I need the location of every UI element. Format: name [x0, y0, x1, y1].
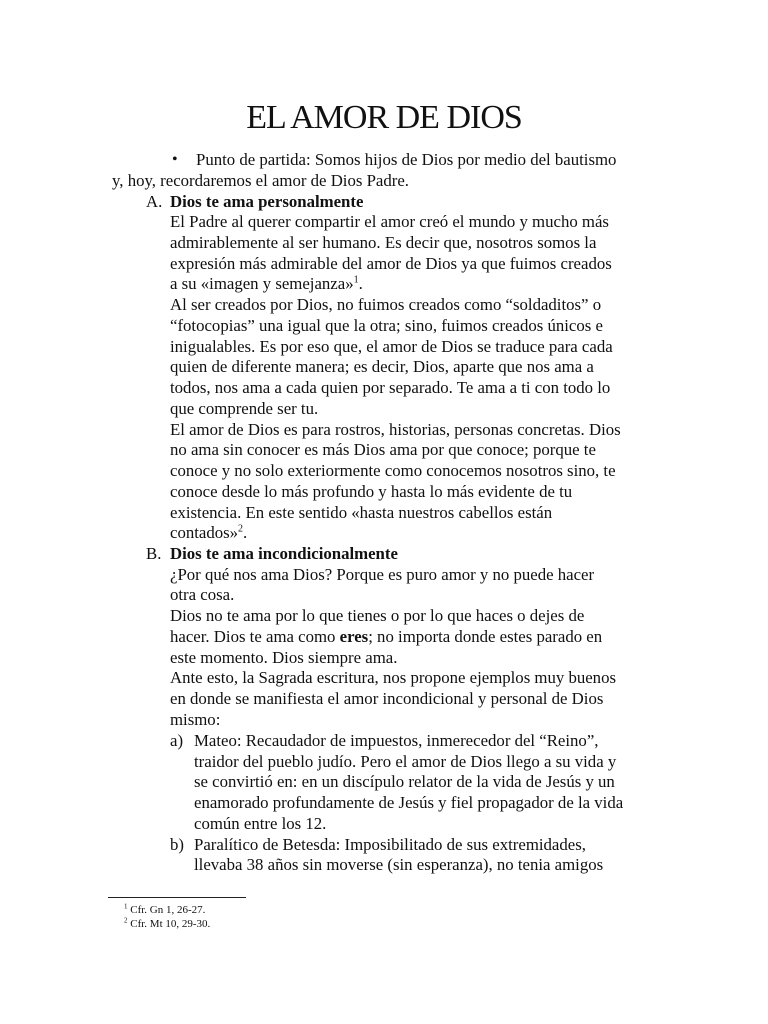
section-a-heading: Dios te ama personalmente: [170, 192, 364, 211]
paragraph-line: a su «imagen y semejanza»$^1$.: [170, 274, 363, 293]
paragraph-line: conoce y no solo exteriormente como conocemos nosotros sino, te: [170, 461, 616, 480]
list-item-line: se convirtió en: en un discípulo relator de la vida de Jesús y un: [194, 772, 615, 791]
intro-line: y, hoy, recordaremos el amor de Dios Padre.: [112, 171, 409, 190]
section-a-marker: A.: [146, 192, 163, 211]
bullet-marker: •: [172, 151, 178, 168]
paragraph-line: admirablemente al ser humano. Es decir que, nosotros somos la: [170, 233, 597, 252]
paragraph-line: Al ser creados por Dios, no fuimos creados como “soldaditos” o: [170, 295, 602, 314]
list-item-line: común entre los 12.: [194, 814, 327, 833]
list-item-line: Paralítico de Betesda: Imposibilitado de sus extremidades,: [194, 835, 586, 854]
footnote-ref-1: 1: [353, 274, 359, 286]
list-item-line: traidor del pueblo judío. Pero el amor de Dios llego a su vida y: [194, 752, 617, 771]
paragraph-line: hacer. Dios te ama como eres; no importa donde estes parado en: [170, 627, 603, 646]
paragraph-line: contados»$^2$.: [170, 523, 248, 542]
list-item-line: enamorado profundamente de Jesús y fiel propagador de la vida: [194, 793, 624, 812]
paragraph-line: El Padre al querer compartir el amor creó el mundo y mucho más: [170, 212, 609, 231]
paragraph-line: en donde se manifiesta el amor incondicional y personal de Dios: [170, 689, 604, 708]
footnote-separator: [108, 897, 246, 898]
paragraph-line: expresión más admirable del amor de Dios ya que fuimos creados: [170, 254, 612, 273]
paragraph-line: conoce desde lo más profundo y hasta lo más evidente de tu: [170, 482, 573, 501]
intro-line: Punto de partida: Somos hijos de Dios por medio del bautismo: [196, 150, 617, 169]
paragraph-line: El amor de Dios es para rostros, historias, personas concretas. Dios: [170, 420, 621, 439]
footnote-2: $^2$ Cfr. Mt 10, 29-30.: [124, 916, 211, 930]
paragraph-line: no ama sin conocer es más Dios ama por que conoce; porque te: [170, 440, 596, 459]
paragraph-line: Dios no te ama por lo que tienes o por lo que haces o dejes de: [170, 606, 585, 625]
emphasis-eres: eres: [339, 627, 369, 646]
footnote-1: $^1$ Cfr. Gn 1, 26-27.: [124, 902, 206, 916]
paragraph-line: todos, nos ama a cada quien por separado. Te ama a ti con todo lo: [170, 378, 611, 397]
paragraph-line: otra cosa.: [170, 585, 235, 604]
list-item-line: Mateo: Recaudador de impuestos, inmerecedor del “Reino”,: [194, 731, 599, 750]
paragraph-line: mismo:: [170, 710, 221, 729]
footnote-ref-2: 2: [238, 523, 244, 535]
section-b-heading: Dios te ama incondicionalmente: [170, 544, 398, 563]
paragraph-line: existencia. En este sentido «hasta nuestros cabellos están: [170, 503, 553, 522]
paragraph-line: “fotocopias” una igual que la otra; sino, fuimos creados únicos e: [170, 316, 603, 335]
page-title: EL AMOR DE DIOS: [246, 99, 522, 136]
paragraph-line: ¿Por qué nos ama Dios? Porque es puro amor y no puede hacer: [170, 565, 595, 584]
list-item-marker: b): [170, 835, 184, 854]
list-item-marker: a): [170, 731, 184, 750]
paragraph-line: que comprende ser tu.: [170, 399, 319, 418]
paragraph-line: este momento. Dios siempre ama.: [170, 648, 398, 667]
section-b-marker: B.: [146, 544, 162, 563]
paragraph-line: Ante esto, la Sagrada escritura, nos propone ejemplos muy buenos: [170, 668, 616, 687]
paragraph-line: quien de diferente manera; es decir, Dios, aparte que nos ama a: [170, 357, 594, 376]
list-item-line: llevaba 38 años sin moverse (sin esperanza), no tenia amigos: [194, 855, 604, 874]
paragraph-line: inigualables. Es por eso que, el amor de Dios se traduce para cada: [170, 337, 613, 356]
